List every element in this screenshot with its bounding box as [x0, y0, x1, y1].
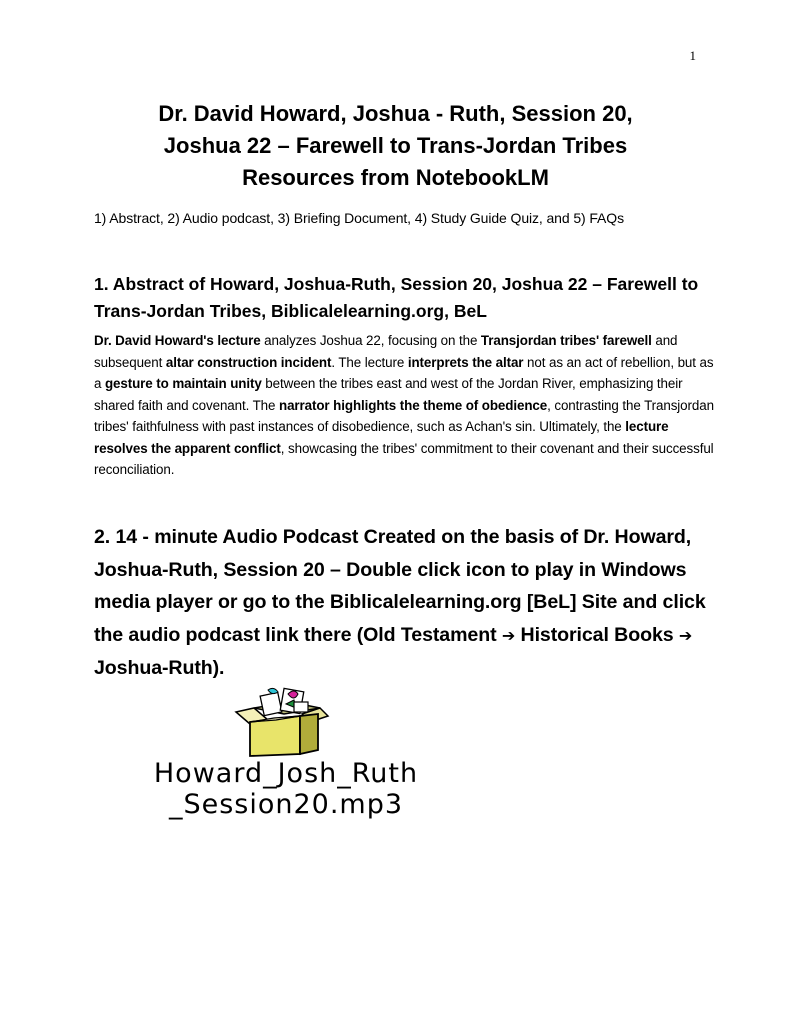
abstract-heading: 1. Abstract of Howard, Joshua-Ruth, Session 20, Joshua 22 – Farewell to Trans-Jordan Tribes, Biblicalelearning.org, BeL	[94, 274, 699, 321]
abstract-segment: , showcasing the tribes' commitment to their covenant and their successful reconciliation.	[94, 440, 714, 477]
abstract-body	[94, 330, 714, 481]
document-title	[60, 98, 731, 194]
podcast-heading-text: Historical Books	[515, 623, 679, 646]
page-number: 1	[689, 48, 696, 63]
abstract-segment: lecture resolves the apparent conflict	[94, 419, 669, 456]
abstract-segment: Transjordan tribes' farewell	[480, 333, 652, 348]
abstract-segment: narrator highlights the theme of obedience	[279, 397, 548, 413]
abstract-segment: altar construction incident	[165, 354, 332, 370]
abstract-segment: gesture to maintain unity	[104, 376, 262, 391]
abstract-segment: analyzes Joshua 22, focusing on the	[260, 333, 481, 348]
abstract-segment: not as an act of rebellion, but as a	[94, 354, 714, 391]
file-name-line-2: _Session20.mp3	[168, 789, 404, 820]
abstract-segment: and subsequent	[94, 333, 678, 370]
title-line-1: Dr. David Howard, Joshua - Ruth, Session 20,	[158, 101, 633, 126]
title-line-2: Joshua 22 – Farewell to Trans-Jordan Tribes	[163, 133, 628, 158]
abstract-segment: Dr. David Howard's lecture	[94, 333, 261, 348]
arrow-right-icon: ➔	[501, 625, 516, 645]
podcast-heading	[94, 521, 714, 685]
abstract-segment: . The lecture	[331, 354, 408, 370]
package-icon[interactable]	[228, 686, 333, 758]
resources-list: 1) Abstract, 2) Audio podcast, 3) Briefing Document, 4) Study Guide Quiz, and 5) FAQs	[94, 210, 624, 226]
abstract-segment: interprets the altar	[407, 354, 524, 370]
file-name-line-1: Howard_Josh_Ruth	[153, 758, 419, 789]
podcast-heading-text: Joshua-Ruth).	[94, 657, 225, 679]
arrow-right-icon: ➔	[678, 625, 693, 645]
file-name-label[interactable]	[96, 758, 476, 820]
abstract-segment: between the tribes east and west of the Jordan River, emphasizing their shared faith and covenant. The	[94, 376, 683, 413]
podcast-heading-text: 2. 14 - minute Audio Podcast Created on the basis of Dr. Howard, Joshua-Ruth, Session 20 – Double click icon to play in Windows media player or go to the Biblicalelearning.org [BeL] Site and click the audio podcast link there (Old Testament	[94, 526, 706, 646]
abstract-segment: , contrasting the Transjordan tribes' faithfulness with past instances of disobedience, such as Achan's sin. Ultimately, the	[94, 397, 714, 434]
title-line-3: Resources from NotebookLM	[242, 165, 549, 190]
